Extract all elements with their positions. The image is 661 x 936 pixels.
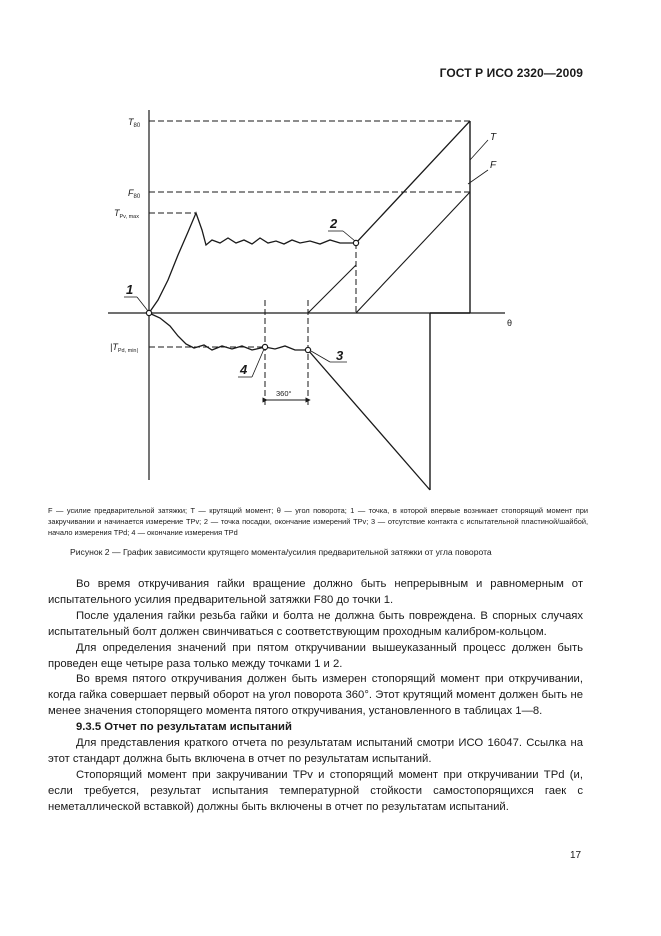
- figure-caption: Рисунок 2 — График зависимости крутящего момента/усилия предварительной затяжки от угла поворота: [70, 547, 492, 557]
- figure-legend: F — усилие предварительной затяжки; T — крутящий момент; θ — угол поворота; 1 — точка, в которой впервые возникает стопорящий момент при закручивании и начинается измерение TPv; 2 — точка посадки, окончание измерений TPv; 3 — отсутствие контакта с испытательной пластиной/шайбой, начало измерения TPd; 4 — окончание измерения TPd: [48, 506, 588, 537]
- dimension-360-label: 360°: [276, 389, 292, 398]
- page-number: 17: [570, 850, 582, 861]
- paragraph: Во время пятого откручивания должен быть измерен стопорящий момент при откручивании, когда гайка совершает первый оборот на угол поворота 360°. Этот крутящий момент должен быть не менее значения стопорящего момента пятого откручивания, установленного в таблицах 1—8.: [48, 673, 583, 718]
- point-label-1: 1: [126, 282, 134, 297]
- point-3: [305, 347, 310, 352]
- label-tpdmin: $|T_{Pd, min|}$: [110, 342, 138, 354]
- point-label-3: 3: [336, 348, 344, 363]
- paragraph: Для представления краткого отчета по результатам испытаний смотри ИСО 16047. Ссылка на этот стандарт должна быть включена в отчет по результатам испытаний.: [48, 737, 583, 765]
- preload-start: [308, 265, 356, 313]
- body-text: [48, 577, 583, 816]
- label-f80: $F_{80}$: [128, 188, 141, 200]
- point-label-2: 2: [330, 216, 338, 231]
- preload-line: [356, 192, 470, 313]
- label-t80: $T_{80}$: [128, 117, 141, 129]
- curve-label-F: F: [490, 160, 497, 171]
- loosening-torque-curve: [149, 313, 430, 490]
- paragraph: После удаления гайки резьба гайки и болта не должна быть повреждена. В спорных случаях испытательный болт должен свинчиваться с соответствующим проходным калибром-кольцом.: [48, 609, 583, 638]
- point-label-4: 4: [240, 362, 248, 377]
- tightening-torque-curve: [149, 121, 470, 313]
- point-4: [262, 344, 267, 349]
- standard-header: ГОСТ Р ИСО 2320—2009: [439, 66, 583, 80]
- paragraph: Для определения значений при пятом откручивании вышеуказанный процесс должен быть проведен еще четыре раза только между точками 1 и 2.: [48, 641, 583, 670]
- paragraph: Стопорящий момент при закручивании TPv и стопорящий момент при откручивании TPd (и, если требуется, результат испытания температурной стойкости самостопорящихся гаек с неметаллической вставкой) должны быть включены в отчет по результатам испытаний.: [48, 768, 583, 813]
- label-tpvmax: $T_{Pv, max}$: [114, 208, 139, 220]
- point-2: [353, 240, 358, 245]
- section-heading: 9.3.5 Отчет по результатам испытаний: [76, 721, 292, 734]
- label-theta: θ: [507, 318, 513, 328]
- curve-label-T: T: [490, 132, 497, 143]
- paragraph: Во время откручивания гайки вращение должно быть непрерывным и равномерным от испытательного усилия предварительной затяжки F80 до точки 1.: [48, 578, 583, 606]
- point-1: [146, 310, 151, 315]
